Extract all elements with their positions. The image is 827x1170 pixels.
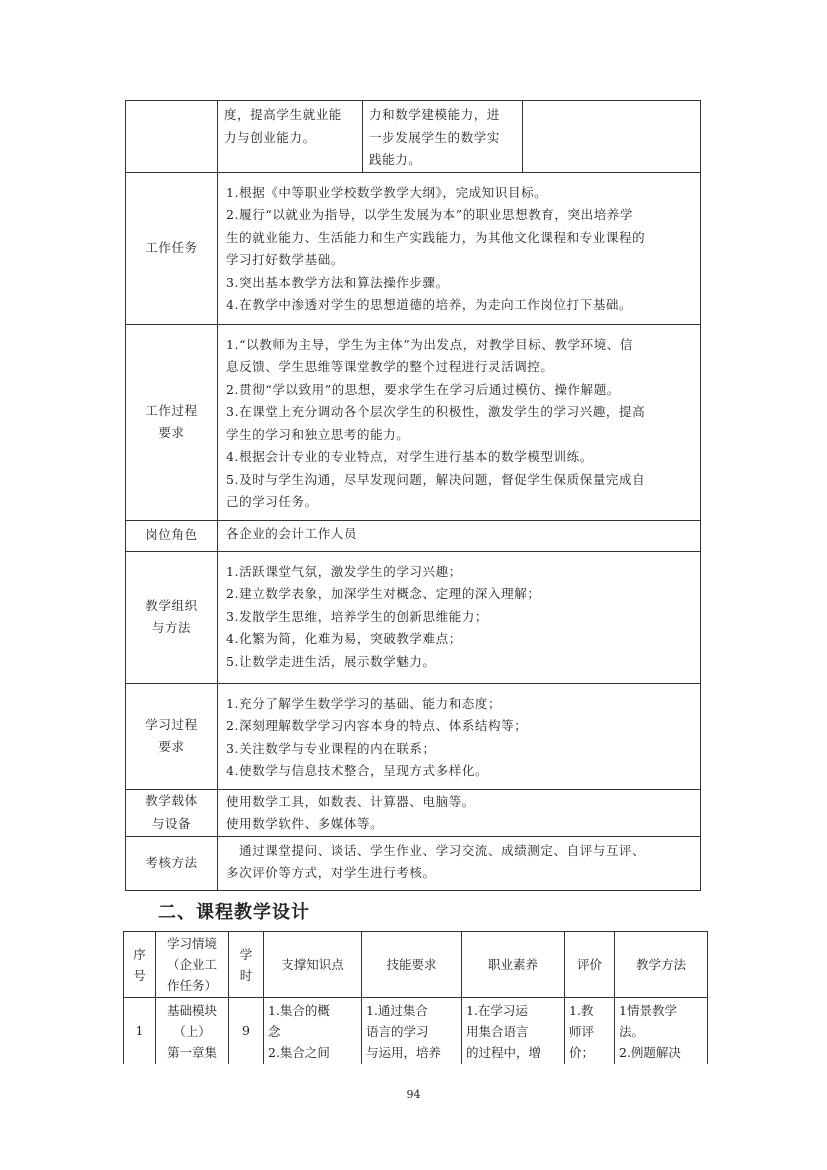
header-line: 时	[239, 967, 253, 983]
text-line: 使用数学工具，如数表、计算器、电脑等。	[226, 793, 475, 809]
table-row	[126, 172, 701, 324]
header-line: 学	[239, 946, 253, 962]
cell-evaluation	[565, 998, 615, 1064]
row-label	[126, 324, 218, 520]
header-line: 号	[133, 967, 146, 983]
header-line: 学习情境	[166, 936, 217, 951]
table-row	[126, 101, 701, 173]
text-line: 5.让数学走进生活，展示数学魅力。	[226, 653, 436, 669]
text-line: 学生的学习和独立思考的能力。	[226, 426, 410, 442]
cell-line: 1.通过集合	[366, 1003, 428, 1018]
cell-no: 1	[124, 998, 156, 1064]
label-line: 考核方法	[145, 854, 198, 870]
cell-line: 语言的学习	[366, 1024, 429, 1039]
empty-cell	[523, 101, 701, 173]
text-line: 力与创业能力。	[224, 129, 316, 145]
text-line: 3.发散学生思维，培养学生的创新思维能力；	[226, 608, 489, 624]
text-line: 1.“以教师为主导，学生为主体”为出发点，对教学目标、教学环境、信	[226, 336, 634, 352]
row-label	[126, 520, 218, 551]
label-line: 学习过程	[145, 716, 198, 732]
text-line: 息反馈、学生思维等课堂教学的整个过程进行灵活调控。	[226, 359, 554, 374]
text-line: 5.及时与学生沟通，尽早发现问题，解决问题，督促学生保质保量完成自	[226, 471, 646, 487]
label-line: 教学载体	[145, 793, 198, 808]
cell-hours: 9	[229, 998, 264, 1064]
header-line: 作任务）	[166, 978, 217, 993]
label-line: 与方法	[151, 620, 192, 635]
cell-knowledge	[264, 998, 362, 1064]
text-line: 4.使数学与信息技术整合，呈现方式多样化。	[226, 763, 489, 778]
cell-line: 基础模块	[166, 1003, 217, 1018]
cell-quality	[462, 998, 565, 1064]
column-header-hours	[229, 932, 264, 998]
column-header-quality	[462, 932, 565, 998]
course-design-table	[123, 931, 708, 1064]
header-line: 技能要求	[386, 957, 437, 972]
header-line: 支撑知识点	[281, 957, 344, 972]
column-header-knowledge	[264, 932, 362, 998]
row-label	[126, 683, 218, 789]
text-line: 多次评价等方式，对学生进行考核。	[226, 865, 436, 880]
cell-line: 2.例题解决	[619, 1045, 681, 1060]
table-row	[124, 998, 708, 1064]
text-line: 学习打好数学基础。	[226, 252, 344, 267]
table-row	[126, 836, 701, 890]
row-content	[218, 836, 701, 890]
cell-line: 念	[268, 1024, 281, 1039]
table-row	[126, 520, 701, 551]
label-line: 岗位角色	[145, 527, 198, 543]
label-line: 工作过程	[145, 402, 198, 418]
text-line: 一步发展学生的数学实	[369, 129, 501, 145]
column-header-skills	[362, 932, 462, 998]
text-line: 4.在教学中渗透对学生的思想道德的培养，为走向工作岗位打下基础。	[226, 297, 633, 312]
table-cell	[218, 101, 363, 173]
table-cell	[363, 101, 523, 173]
row-content	[218, 683, 701, 789]
text-line: 2.履行“以就业为指导，以学生发展为本”的职业思想教育，突出培养学	[226, 207, 634, 222]
text-line: 力和数学建模能力，进	[369, 107, 501, 122]
text-line: 践能力。	[369, 152, 422, 167]
table-row	[126, 683, 701, 789]
label-line: 工作任务	[145, 239, 198, 255]
text-line: 1.充分了解学生数学学习的基础、能力和态度；	[226, 695, 502, 711]
text-line: 通过课堂提问、谈话、学生作业、学习交流、成绩测定、自评与互评、	[226, 842, 646, 858]
text-line: 各企业的会计工作人员	[226, 525, 358, 541]
empty-cell	[126, 101, 218, 173]
cell-line: 法。	[619, 1024, 645, 1039]
text-line: 3.突出基本教学方法和算法操作步骤。	[226, 274, 449, 290]
cell-line: 用集合语言	[466, 1024, 529, 1039]
text-line: 度，提高学生就业能	[224, 107, 342, 122]
cell-line: 师评	[569, 1024, 595, 1039]
cell-line: 1情景教学	[619, 1003, 677, 1018]
column-header-no	[124, 932, 156, 998]
table-row	[126, 789, 701, 836]
text-line: 1.活跃课堂气氛，激发学生的学习兴趣；	[226, 563, 462, 579]
cell-line: 的过程中，增	[466, 1045, 542, 1060]
cell-line: 第一章集	[166, 1045, 217, 1060]
row-content	[218, 520, 701, 551]
cell-context	[156, 998, 229, 1064]
section-title: 二、课程教学设计	[158, 902, 310, 923]
cell-line: 价；	[569, 1045, 595, 1060]
cell-line: 1.集合的概	[268, 1003, 330, 1018]
table-row	[126, 551, 701, 683]
label-line: 教学组织	[145, 597, 198, 613]
cell-line: 2.集合之间	[268, 1045, 330, 1060]
text-line: 1.根据《中等职业学校数学教学大纲》，完成知识目标。	[226, 184, 548, 200]
course-info-table	[125, 100, 701, 891]
text-line: 3.关注数学与专业课程的内在联系；	[226, 740, 436, 756]
label-line: 要求	[158, 739, 185, 754]
column-header-context	[156, 932, 229, 998]
text-line: 2.深刻理解数学学习内容本身的特点、体系结构等；	[226, 718, 528, 733]
row-content	[218, 551, 701, 683]
text-line: 2.建立数学表象，加深学生对概念、定理的深入理解；	[226, 586, 541, 601]
header-row	[124, 932, 708, 998]
text-line: 4.化繁为简，化难为易，突破教学难点；	[226, 631, 462, 646]
row-label	[126, 789, 218, 836]
label-line: 与设备	[151, 815, 192, 831]
row-content	[218, 789, 701, 836]
page-number: 94	[406, 1088, 421, 1101]
label-line: 要求	[158, 425, 185, 440]
cell-line: 与运用，培养	[366, 1045, 442, 1060]
cell-line: 1.在学习运	[466, 1003, 528, 1018]
header-line: （企业工	[166, 957, 217, 972]
text-line: 生的就业能力、生活能力和生产实践能力，为其他文化课程和专业课程的	[226, 229, 646, 245]
cell-line: 1.教	[569, 1003, 594, 1018]
column-header-evaluation	[565, 932, 615, 998]
header-line: 评价	[576, 957, 602, 972]
header-line: 职业素养	[487, 957, 538, 972]
cell-method	[615, 998, 708, 1064]
header-line: 教学方法	[635, 957, 686, 972]
row-label	[126, 172, 218, 324]
text-line: 4.根据会计专业的专业特点，对学生进行基本的数学模型训练。	[226, 449, 593, 464]
table-row	[126, 324, 701, 520]
row-label	[126, 836, 218, 890]
text-line: 2.贯彻“学以致用”的思想，要求学生在学习后通过模仿、操作解题。	[226, 381, 620, 397]
column-header-method	[615, 932, 708, 998]
text-line: 3.在课堂上充分调动各个层次学生的积极性，激发学生的学习兴趣，提高	[226, 404, 646, 419]
row-content	[218, 324, 701, 520]
row-label	[126, 551, 218, 683]
cell-line: （上）	[173, 1024, 211, 1039]
row-content	[218, 172, 701, 324]
header-line: 序	[133, 946, 146, 962]
text-line: 己的学习任务。	[226, 494, 318, 509]
text-line: 使用数学软件、多媒体等。	[226, 816, 384, 831]
cell-skills	[362, 998, 462, 1064]
